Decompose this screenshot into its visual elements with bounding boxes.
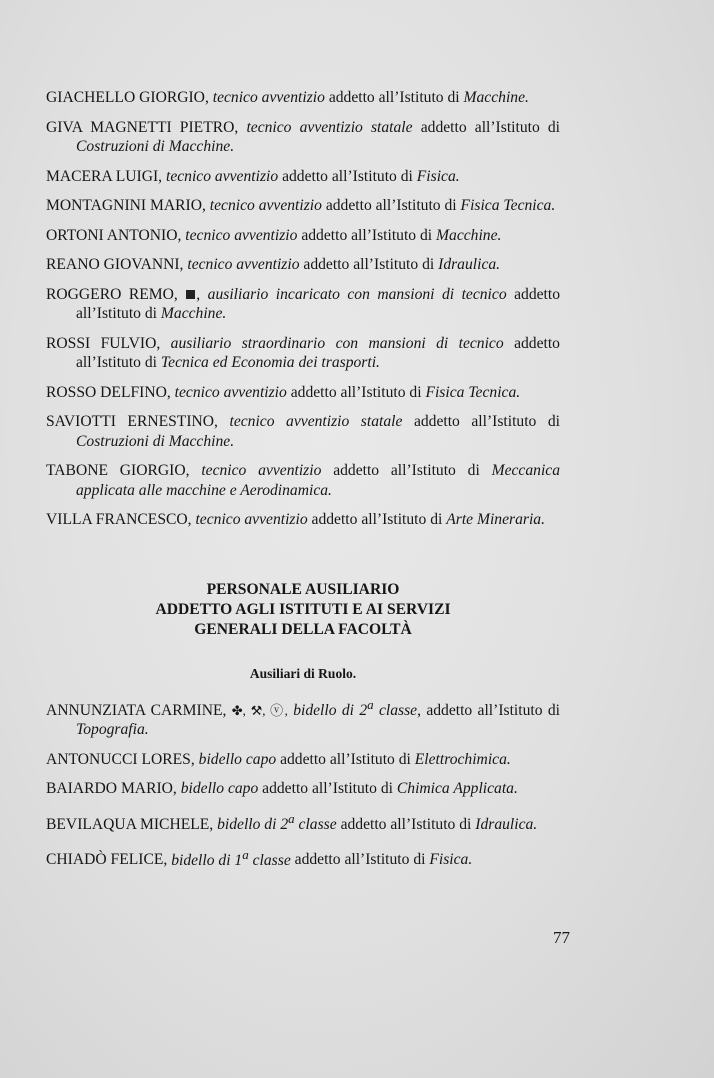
- staff-department: Fisica Tecnica.: [460, 197, 556, 214]
- staff-role: tecnico avventizio: [195, 511, 308, 528]
- staff-department: Topografia.: [76, 721, 149, 739]
- staff-role: tecnico avventizio: [174, 383, 287, 401]
- staff-name: SAVIOTTI ERNESTINO,: [46, 413, 218, 430]
- section-title-line: PERSONALE AUSILIARIO: [206, 580, 400, 598]
- staff-role: bidello capo: [198, 750, 277, 768]
- staff-entry: [46, 510, 560, 530]
- staff-entry: [46, 461, 560, 500]
- staff-department: Costruzioni di Macchine.: [76, 432, 235, 450]
- staff-role: tecnico avventizio: [166, 167, 279, 185]
- staff-role: tecnico avventizio: [201, 462, 322, 479]
- staff-role: tecnico avventizio statale: [246, 118, 413, 136]
- staff-name: MONTAGNINI MARIO,: [46, 197, 206, 214]
- staff-name: BEVILAQUA MICHELE,: [46, 815, 214, 833]
- staff-department: Meccanica applicata alle macchine e Aerodinamica.: [76, 462, 560, 499]
- staff-assignment: addetto all’Istituto di: [303, 256, 435, 273]
- staff-department: Macchine.: [463, 89, 529, 106]
- staff-assignment: addetto all’Istituto di: [294, 851, 426, 869]
- staff-department: Costruzioni di Macchine.: [76, 138, 235, 155]
- staff-assignment: addetto all’Istituto di: [413, 413, 561, 430]
- staff-name: ROGGERO REMO,: [46, 285, 178, 303]
- page-content: [46, 88, 560, 880]
- honor-symbols-icon: ✤, ⚒, ⓥ,: [231, 702, 288, 718]
- staff-entry: [46, 844, 560, 870]
- staff-name: MACERA LUIGI,: [46, 167, 163, 185]
- staff-entry: [46, 88, 560, 108]
- staff-department: Idraulica.: [438, 256, 501, 273]
- staff-name: ROSSO DELFINO,: [46, 383, 171, 401]
- section-title-line: GENERALI DELLA FACOLTÀ: [194, 620, 412, 638]
- staff-assignment: addetto all’Istituto di: [282, 167, 413, 185]
- staff-role: tecnico avventizio: [209, 197, 322, 214]
- staff-entry: [46, 412, 560, 451]
- staff-assignment: , addetto all’Istituto di: [417, 701, 560, 719]
- staff-name: CHIADÒ FELICE,: [46, 851, 168, 869]
- staff-name: GIVA MAGNETTI PIETRO,: [46, 118, 239, 136]
- staff-entry: [46, 383, 560, 403]
- staff-name: TABONE GIORGIO,: [46, 462, 190, 479]
- staff-assignment: addetto all’Istituto di: [340, 815, 472, 833]
- staff-assignment: addetto all’Istituto di: [76, 285, 561, 322]
- staff-department: Macchine.: [436, 226, 502, 244]
- staff-entry: [46, 779, 560, 799]
- staff-entry: [46, 695, 560, 740]
- square-symbol-icon: [186, 290, 195, 299]
- staff-department: Fisica Tecnica.: [425, 383, 521, 401]
- staff-assignment: addetto all’Istituto di: [76, 334, 560, 371]
- staff-assignment: addetto all’Istituto di: [280, 750, 411, 768]
- staff-assignment: addetto all’Istituto di: [333, 462, 480, 479]
- staff-department: Elettrochimica.: [414, 750, 511, 768]
- staff-entry: [46, 167, 560, 187]
- staff-assignment: addetto all’Istituto di: [262, 780, 393, 798]
- staff-department: Tecnica ed Economia dei trasporti.: [160, 354, 380, 371]
- staff-role: ausiliario straordinario con mansioni di tecnico: [170, 334, 504, 352]
- staff-entry: [46, 334, 560, 373]
- staff-name: BAIARDO MARIO,: [46, 780, 177, 798]
- staff-entry: [46, 196, 560, 216]
- staff-entry: [46, 118, 560, 157]
- staff-assignment: addetto all’Istituto di: [328, 89, 460, 106]
- staff-department: Idraulica.: [475, 815, 538, 833]
- staff-department: Fisica.: [416, 167, 460, 185]
- staff-role: tecnico avventizio: [185, 226, 298, 244]
- staff-entry: [46, 226, 560, 246]
- staff-role: bidello capo: [180, 780, 259, 798]
- page-number: 77: [553, 928, 570, 947]
- staff-name: ANTONUCCI LORES,: [46, 750, 195, 768]
- staff-name: ORTONI ANTONIO,: [46, 226, 182, 244]
- staff-assignment: addetto all’Istituto di: [311, 511, 443, 528]
- staff-role: ausiliario incaricato con mansioni di tecnico: [207, 285, 507, 303]
- staff-entry: [46, 255, 560, 275]
- staff-role: bidello di 1$^a$ classe: [171, 846, 291, 869]
- section-title-line: ADDETTO AGLI ISTITUTI E AI SERVIZI: [155, 600, 451, 618]
- staff-entry: [46, 809, 560, 835]
- staff-department: Macchine.: [160, 305, 227, 322]
- staff-role: bidello di 2$^a$ classe: [217, 810, 337, 833]
- staff-entry: [46, 750, 560, 770]
- staff-assignment: addetto all’Istituto di: [290, 383, 422, 401]
- staff-name: VILLA FRANCESCO,: [46, 511, 192, 528]
- staff-department: Chimica Applicata.: [396, 780, 518, 798]
- staff-role: tecnico avventizio: [187, 256, 300, 273]
- staff-name: REANO GIOVANNI,: [46, 256, 184, 273]
- staff-department: Arte Mineraria.: [446, 511, 545, 528]
- section-title: [46, 580, 560, 640]
- staff-role: tecnico avventizio statale: [229, 413, 403, 430]
- staff-role: tecnico avventizio: [212, 89, 325, 106]
- subheading: Ausiliari di Ruolo.: [249, 665, 357, 681]
- staff-role: bidello di 2$^a$ classe: [293, 696, 418, 719]
- staff-assignment: addetto all’Istituto di: [420, 118, 561, 136]
- staff-assignment: addetto all’Istituto di: [301, 226, 433, 244]
- staff-assignment: addetto all’Istituto di: [325, 197, 457, 214]
- staff-name: ANNUNZIATA CARMINE,: [46, 701, 227, 719]
- staff-name: GIACHELLO GIORGIO,: [46, 89, 209, 106]
- staff-entry: ROGGERO REMO, , ausiliario incaricato con mansioni di tecnico addetto all’Istituto di Macchine.: [46, 285, 561, 322]
- staff-department: Fisica.: [429, 851, 473, 869]
- staff-name: ROSSI FULVIO,: [46, 334, 161, 352]
